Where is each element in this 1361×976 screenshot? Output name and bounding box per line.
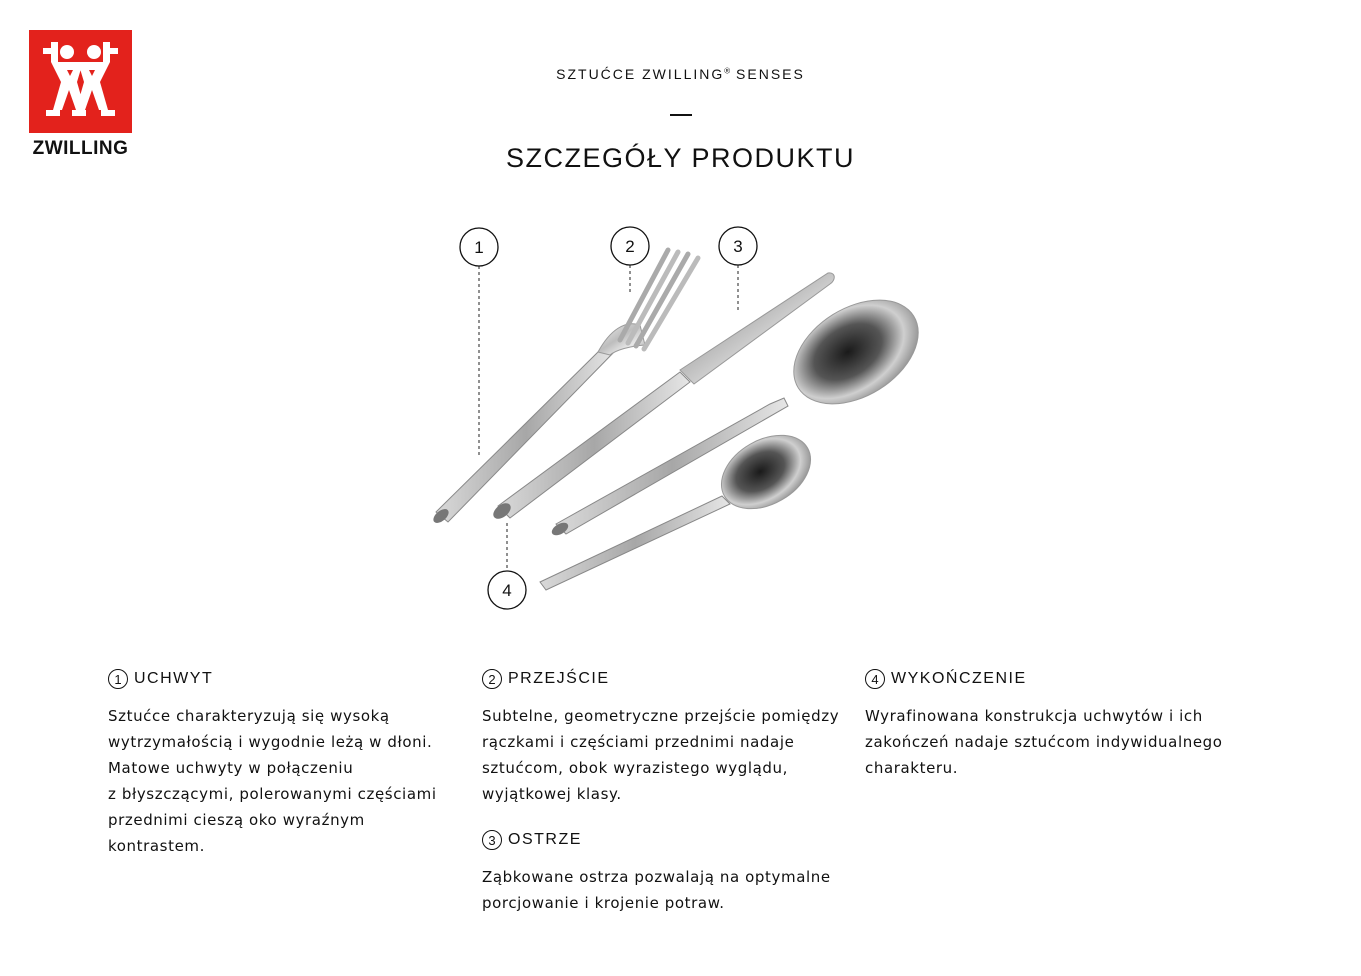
feature-heading: [865, 667, 1245, 691]
feature-title: OSTRZE: [508, 831, 582, 848]
description-line: wyjątkowej klasy.: [482, 785, 622, 803]
feature-handle: [108, 667, 468, 859]
description-line: zakończeń nadaje sztućcom indywidualnego: [865, 733, 1223, 751]
feature-finish: [865, 667, 1245, 781]
feature-description: [482, 864, 852, 916]
description-line: Wyrafinowana konstrukcja uchwytów i ich: [865, 707, 1203, 725]
description-line: kontrastem.: [108, 837, 205, 855]
feature-number: 4: [865, 669, 885, 689]
feature-title: WYKOŃCZENIE: [891, 670, 1027, 687]
description-line: sztućcom, obok wyrazistego wyglądu,: [482, 759, 788, 777]
brand-wordmark: ZWILLING: [32, 138, 129, 159]
feature-heading: [482, 828, 852, 852]
kicker-prefix: SZTUĆCE ZWILLING: [556, 66, 725, 82]
feature-title: PRZEJŚCIE: [508, 670, 610, 687]
feature-number: 3: [482, 830, 502, 850]
feature-description: [482, 703, 852, 807]
feature-title: UCHWYT: [134, 670, 214, 687]
feature-heading: [108, 667, 468, 691]
feature-description: [108, 703, 468, 859]
callout-label-1: 1: [474, 238, 484, 257]
description-line: rączkami i częściami przednimi nadaje: [482, 733, 795, 751]
callout-label-3: 3: [733, 237, 743, 256]
feature-number: 1: [108, 669, 128, 689]
feature-heading: [482, 667, 852, 691]
description-line: Sztućce charakteryzują się wysoką: [108, 707, 390, 725]
description-line: charakteru.: [865, 759, 959, 777]
kicker-suffix: SENSES: [730, 66, 805, 82]
description-line: z błyszczącymi, polerowanymi częściami: [108, 785, 437, 803]
registered-mark: ®: [724, 66, 731, 76]
description-line: przednimi cieszą oko wyraźnym: [108, 811, 365, 829]
description-line: wytrzymałością i wygodnie leżą w dłoni.: [108, 733, 433, 751]
description-line: Ząbkowane ostrza pozwalają na optymalne: [482, 868, 831, 886]
feature-transition: [482, 667, 852, 807]
feature-description: [865, 703, 1245, 781]
description-line: porcjowanie i krojenie potraw.: [482, 894, 725, 912]
feature-blade: [482, 828, 852, 916]
description-line: Matowe uchwyty w połączeniu: [108, 759, 354, 777]
page-title: SZCZEGÓŁY PRODUKTU: [505, 143, 856, 173]
description-line: Subtelne, geometryczne przejście pomiędzy: [482, 707, 840, 725]
callout-label-2: 2: [625, 237, 635, 256]
callout-label-4: 4: [502, 581, 512, 600]
feature-number: 2: [482, 669, 502, 689]
